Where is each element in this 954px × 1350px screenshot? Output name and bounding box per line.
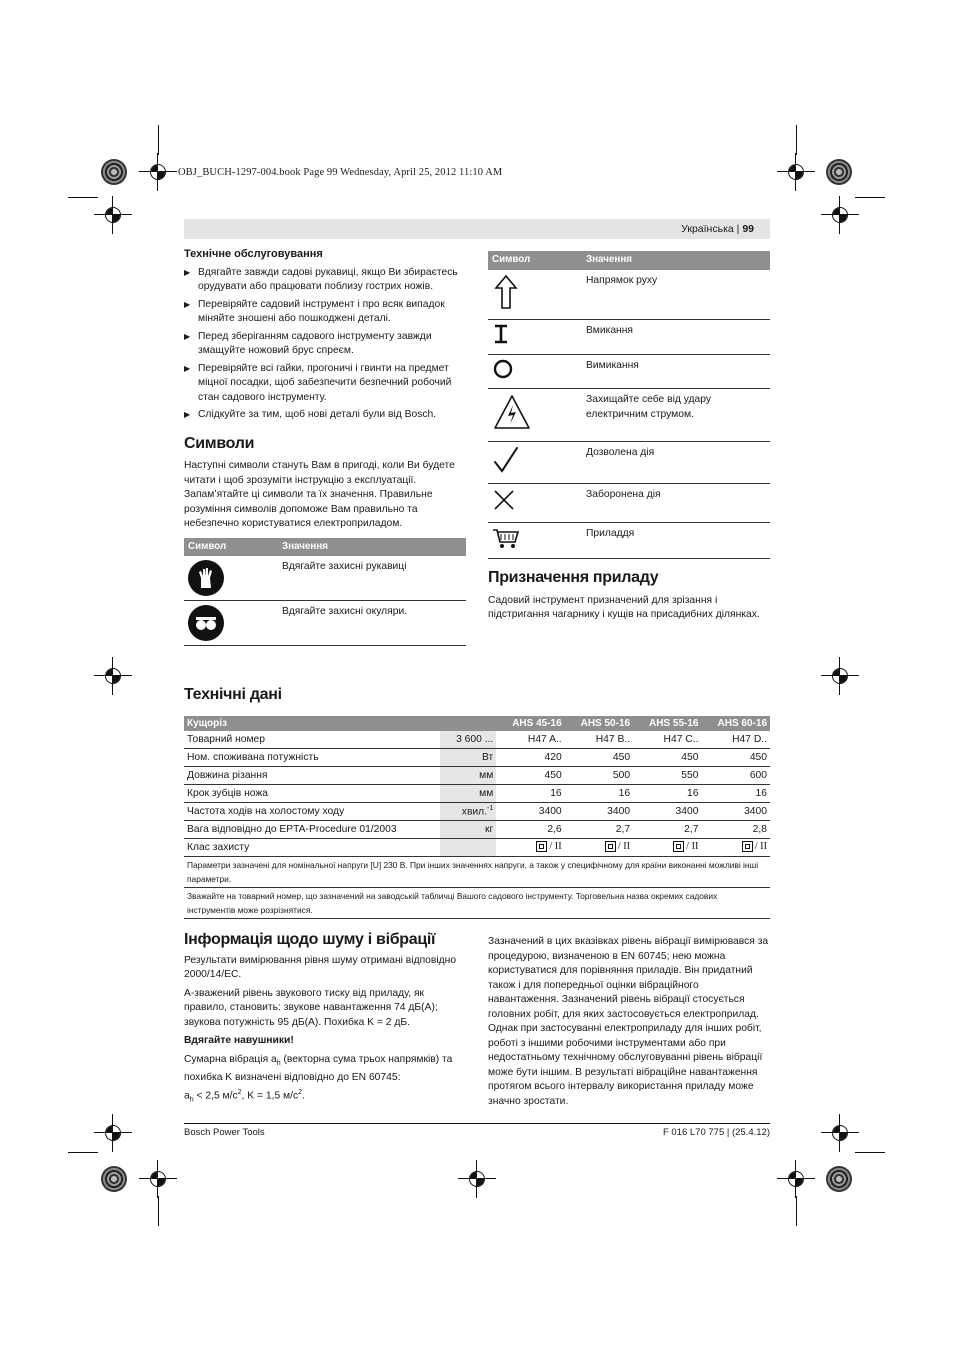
table-row [184,749,770,767]
crop-line [68,1152,98,1153]
model-header: AHS 55-16 [633,716,701,731]
vibration-info: Зазначений в цих вказівках рівень вібрації вимірювався за процедурою, визначеною в EN 60745; нею можна користуватися для порівняння приладів. Він придатний також і для попередньої оцінки вібраційного навантаження. Зазначений рівень вібрації стосується головних робіт, для яких застосовується електроприлад. Однак при застосуванні електроприладу для інших робіт, роботі з іншими робочими інструментами або при недостатньому технічному обслуговуванні рівень вібрації може бути іншим. В результаті вібраційне навантаження протягом всього інтервалу використання приладу може значно зростати. [488,936,769,1107]
cell-value: H47 A.. [496,731,564,749]
symbol-meaning: Заборонена дія [582,484,770,523]
cross-icon [492,488,516,512]
vibration-text: . [302,1089,305,1101]
cell-value: 3400 [496,803,564,821]
cell-value: 450 [633,749,701,767]
hearing-protection-warning: Вдягайте навушники! [184,1035,294,1046]
model-header: AHS 60-16 [701,716,770,731]
row-label: Крок зубців ножа [184,785,440,803]
list-item: ▶ Перевіряйте садовий інструмент і про всяк випадок міняйте зношені або пошкоджені деталі. [184,298,466,327]
cell-value: 450 [496,767,564,785]
footer-doc-code: F 016 L70 775 | (25.4.12) [662,1127,770,1138]
table-row [184,767,770,785]
unit-text: хвил. [461,806,488,818]
purpose-text: Садовий інструмент призначений для зрізання і підстригання чагарнику і кущів на присадибних ділянках. [488,594,760,620]
row-unit: кг [440,821,496,839]
cell-value: 3400 [633,803,701,821]
check-icon [492,446,520,474]
vibration-text: < 2,5 м/с [193,1089,238,1101]
list-item: ▶ Перед зберіганням садового інструменту завжди змащуйте ножовий брус спреєм. [184,330,466,359]
direction-arrow-icon [492,274,520,310]
vibration-text: Сумарна вібрація a [184,1053,277,1065]
noise-left-column [184,933,466,1112]
footer-rule [184,1123,770,1124]
cell-value: 600 [701,767,770,785]
crop-line [158,1196,159,1226]
cell-value: H47 C.. [633,731,701,749]
noise-p2: А-зважений рівень звукового тиску від приладу, як правило, становить: звукове навантаження 74 дБ(A); звукова потужність 95 дБ(A). Похибка K = 2 дБ. [184,987,438,1028]
tech-title: Технічні дані [184,686,282,703]
cell-value: 420 [496,749,564,767]
crop-line [158,125,159,155]
page-number: 99 [742,223,754,235]
goggles-icon [188,605,224,641]
accessories-cart-icon [492,527,520,549]
registration-mark [102,1122,124,1144]
left-column [184,247,466,646]
table-row [488,441,770,484]
table-row [488,270,770,320]
vibration-text: a [184,1089,190,1101]
row-unit: Вт [440,749,496,767]
table-row [488,484,770,523]
header-language: Українська [681,223,734,235]
noise-p4 [184,1053,466,1108]
row-unit: мм [440,767,496,785]
registration-mark [102,665,124,687]
tech-section [184,686,770,919]
symbol-meaning: Захищайте себе від удару електричним струмом. [582,389,770,442]
row-unit: мм [440,785,496,803]
table-row [184,839,770,857]
table-row [488,389,770,442]
footer-brand: Bosch Power Tools [184,1127,265,1138]
noise-right-column [488,935,770,1113]
symbol-meaning: Вмикання [582,320,770,355]
registration-mark [466,1168,488,1190]
subscript: h [276,1059,281,1067]
color-target-bottom-right [826,1166,852,1192]
table-row [184,731,770,749]
protection-class-icon [605,841,630,852]
symbols-intro: Наступні символи стануть Вам в пригоді, коли Ви будете читати і щоб зрозуміти інструкцію з експлуатації. Запам’ятайте ці символи та їх значення. Правильне розуміння символів допоможе Вам правильно та небезпечно користуватися електроприладом. [184,460,455,529]
col-meaning: Значення [278,538,466,557]
row-unit: 3 600 ... [440,731,496,749]
table-row [488,354,770,389]
registration-mark [147,1168,169,1190]
gloves-icon [188,560,224,596]
cell-value: / II [617,840,631,852]
tech-table [184,716,770,919]
cell-value: 3400 [701,803,770,821]
registration-mark [102,204,124,226]
row-unit [440,839,496,857]
row-unit [440,803,496,821]
color-target-top-right [826,159,852,185]
superscript: 2 [237,1088,242,1096]
symbol-meaning: Напрямок руху [582,270,770,320]
tech-note-article-number: Зважайте на товарний номер, що зазначений на заводській табличці Вашого садового інструменту. Торговельна назва окремих садових інструментів може розрізнятися. [184,888,770,919]
symbol-meaning: Вдягайте захисні рукавиці [278,556,466,601]
purpose-title: Призначення приладу [488,569,659,586]
maintenance-title: Технічне обслуговування [184,248,323,260]
row-label: Частота ходів на холостому ходу [184,803,440,821]
cell-value: H47 D.. [701,731,770,749]
print-slug: OBJ_BUCH-1297-004.book Page 99 Wednesday, April 25, 2012 11:10 AM [178,167,503,178]
right-column [488,251,770,627]
table-row [488,320,770,355]
page-header [184,219,770,239]
crop-line [855,1152,885,1153]
cell-value: / II [549,840,562,852]
noise-title: Інформація щодо шуму і вібрації [184,931,436,948]
cell-value: 2,8 [701,821,770,839]
color-target-bottom-left [101,1166,127,1192]
crop-line [855,197,885,198]
col-symbol: Символ [488,251,582,270]
power-on-icon [492,324,510,344]
registration-mark [785,161,807,183]
cell-value: 16 [496,785,564,803]
cell-value: 16 [565,785,633,803]
cell-value: 2,7 [633,821,701,839]
registration-mark [829,1122,851,1144]
cell-value: / II [686,840,699,852]
header-separator: | [736,223,740,235]
model-header: AHS 50-16 [565,716,633,731]
model-header: AHS 45-16 [496,716,564,731]
row-label: Ном. споживана потужність [184,749,440,767]
list-item: ▶ Вдягайте завжди садові рукавиці, якщо Ви збираєтесь орудувати або працювати поблизу гострих ножів. [184,266,466,295]
protection-class-icon [536,841,561,852]
subscript: h [189,1096,194,1104]
cell-value: 16 [633,785,701,803]
crop-line [796,125,797,155]
cell-value: 2,7 [565,821,633,839]
cell-value: 550 [633,767,701,785]
symbols-table-left [184,538,466,647]
table-row [184,821,770,839]
row-label: Клас захисту [184,839,440,857]
noise-p1: Результати вимірювання рівня шуму отримані відповідно 2000/14/EC. [184,954,457,980]
tech-note-voltage: Параметри зазначені для номінальної напруги [U] 230 В. При інших значеннях напруги, а також у специфічному для країни виконанні можливі інші параметри. [184,857,770,888]
table-row [184,803,770,821]
row-label: Довжина різання [184,767,440,785]
superscript: 2 [298,1088,303,1096]
cell-value: H47 B.. [565,731,633,749]
crop-line [796,1196,797,1226]
row-label: Товарний номер [184,731,440,749]
row-label: Вага відповідно до EPTA-Procedure 01/2003 [184,821,440,839]
table-row [184,785,770,803]
table-row [184,556,466,601]
symbol-meaning: Вимикання [582,354,770,389]
product-label: Кущоріз [184,716,496,731]
registration-mark [147,161,169,183]
protection-class-icon [742,841,767,852]
vibration-text: (векторна сума трьох напрямків) та похибка K визначені відповідно до EN 60745: [184,1053,453,1084]
color-target-top-left [101,159,127,185]
cell-value: 3400 [565,803,633,821]
electric-shock-warning-icon [492,393,532,431]
table-row [184,601,466,646]
registration-mark [829,204,851,226]
symbols-title: Символи [184,434,255,452]
list-item: ▶ Перевіряйте всі гайки, прогоничі і гвинти на предмет міцної посадки, щоб забезпечити безпечний робочий стан садового інструменту. [184,362,466,406]
registration-mark [829,665,851,687]
registration-mark [785,1168,807,1190]
symbol-meaning: Вдягайте захисні окуляри. [278,601,466,646]
cell-value: 2,6 [496,821,564,839]
table-row [488,522,770,559]
symbol-meaning: Приладдя [582,522,770,559]
list-item: ▶ Слідкуйте за тим, щоб нові деталі були від Bosch. [184,408,466,423]
symbols-table-right [488,251,770,559]
cell-value: 450 [565,749,633,767]
cell-value: / II [754,840,767,852]
col-symbol: Символ [184,538,278,557]
unit-superscript: -1 [487,805,494,813]
maintenance-list [184,266,466,423]
protection-class-icon [673,841,698,852]
cell-value: 450 [701,749,770,767]
crop-line [68,197,98,198]
symbol-meaning: Дозволена дія [582,441,770,484]
header-label [681,223,754,235]
power-off-icon [492,359,514,379]
vibration-text: , K = 1,5 м/с [241,1089,299,1101]
cell-value: 500 [565,767,633,785]
col-meaning: Значення [582,251,770,270]
cell-value: 16 [701,785,770,803]
